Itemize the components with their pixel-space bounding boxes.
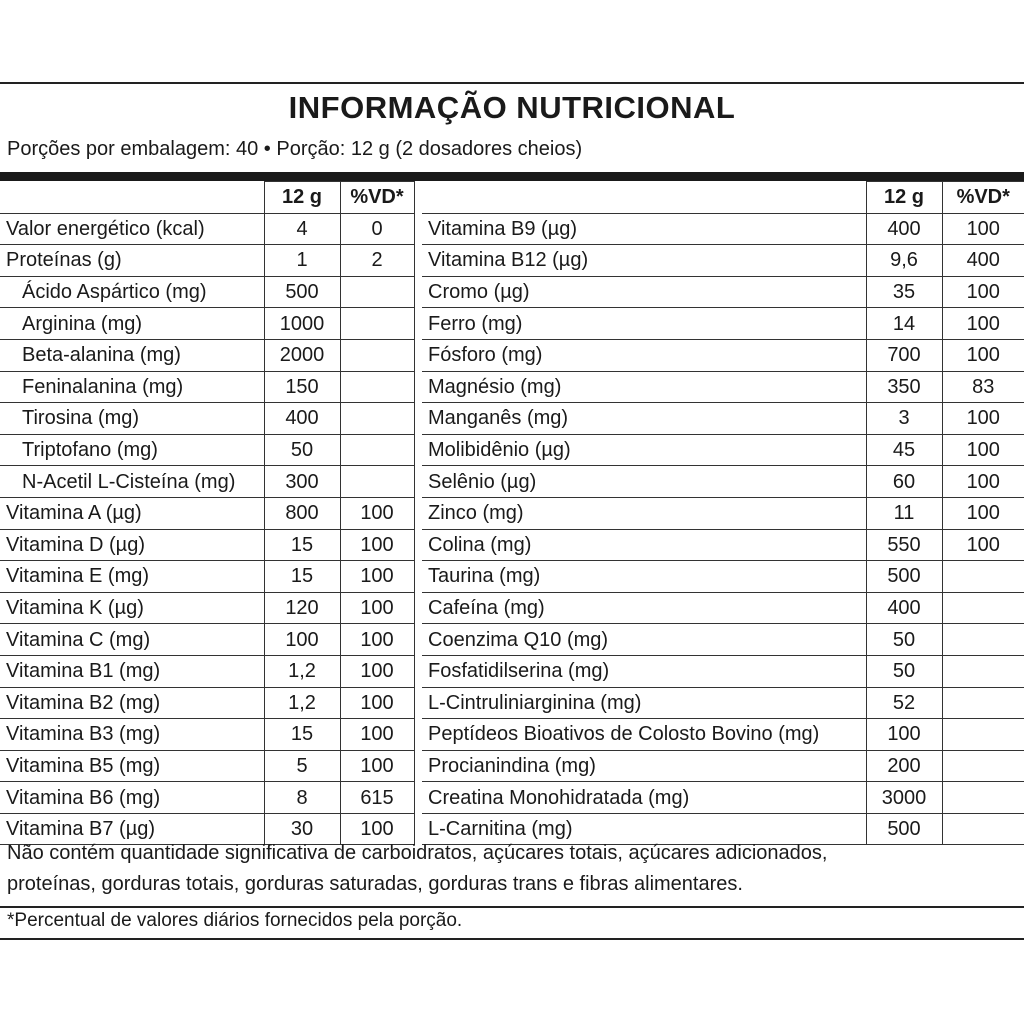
nutrient-name: Vitamina A (µg) <box>0 497 264 529</box>
nutrient-name: N-Acetil L-Cisteína (mg) <box>0 466 264 498</box>
nutrient-amount: 50 <box>866 624 942 656</box>
nutrient-amount: 500 <box>264 276 340 308</box>
nutrient-amount: 30 <box>264 813 340 845</box>
table-row <box>422 750 1024 782</box>
table-row <box>0 687 414 719</box>
nutrient-vd: 100 <box>942 529 1024 561</box>
table-row <box>0 497 414 529</box>
nutrient-amount: 15 <box>264 529 340 561</box>
table-row <box>0 308 414 340</box>
nutrient-amount: 120 <box>264 592 340 624</box>
nutrient-amount: 1000 <box>264 308 340 340</box>
nutrient-name: Vitamina B1 (mg) <box>0 655 264 687</box>
nutrient-vd <box>942 750 1024 782</box>
nutrient-vd <box>942 813 1024 845</box>
nutrient-amount: 1,2 <box>264 687 340 719</box>
nutrient-amount: 15 <box>264 561 340 593</box>
nutrient-amount: 500 <box>866 561 942 593</box>
nutrient-vd: 100 <box>340 655 414 687</box>
nutrient-name: Manganês (mg) <box>422 403 866 435</box>
table-row <box>422 687 1024 719</box>
nutrient-vd: 100 <box>942 308 1024 340</box>
nutrient-amount: 800 <box>264 497 340 529</box>
nutrient-name: Zinco (mg) <box>422 497 866 529</box>
nutrient-name: Arginina (mg) <box>0 308 264 340</box>
table-row <box>422 529 1024 561</box>
nutrient-name: Proteínas (g) <box>0 245 264 277</box>
nutrient-amount: 52 <box>866 687 942 719</box>
nutrient-name: Beta-alanina (mg) <box>0 339 264 371</box>
nutrient-name: Taurina (mg) <box>422 561 866 593</box>
nutrient-amount: 350 <box>866 371 942 403</box>
nutrient-name: Vitamina E (mg) <box>0 561 264 593</box>
nutrition-label <box>0 82 1024 940</box>
nutrient-name: Vitamina B3 (mg) <box>0 719 264 751</box>
note-line-1: Não contém quantidade significativa de carboidratos, açúcares totais, açúcares adicionados, <box>7 842 828 864</box>
nutrient-name: Vitamina B7 (µg) <box>0 813 264 845</box>
table-row <box>0 213 414 245</box>
nutrient-vd <box>942 561 1024 593</box>
nutrient-name: Colina (mg) <box>422 529 866 561</box>
nutrient-amount: 700 <box>866 339 942 371</box>
nutrient-amount: 100 <box>264 624 340 656</box>
table-row <box>0 750 414 782</box>
nutrient-name: Valor energético (kcal) <box>0 213 264 245</box>
nutrient-amount: 550 <box>866 529 942 561</box>
nutrient-vd: 100 <box>340 719 414 751</box>
nutrient-vd: 100 <box>340 497 414 529</box>
nutrient-amount: 200 <box>866 750 942 782</box>
serving-info: Porções por embalagem: 40 • Porção: 12 g (2 dosadores cheios) <box>7 138 583 160</box>
amount-header: 12 g <box>264 182 340 214</box>
table-row <box>422 624 1024 656</box>
nutrient-name: Fósforo (mg) <box>422 339 866 371</box>
table-row <box>422 497 1024 529</box>
table-row <box>422 339 1024 371</box>
nutrient-vd: 100 <box>942 497 1024 529</box>
nutrition-table-right <box>422 181 1024 845</box>
nutrient-vd: 100 <box>942 339 1024 371</box>
nutrient-vd: 100 <box>942 434 1024 466</box>
nutrient-vd <box>942 624 1024 656</box>
nutrient-amount: 8 <box>264 782 340 814</box>
nutrient-vd <box>942 592 1024 624</box>
vd-header: %VD* <box>942 182 1024 214</box>
nutrient-name: Procianindina (mg) <box>422 750 866 782</box>
nutrient-amount: 11 <box>866 497 942 529</box>
nutrient-vd: 400 <box>942 245 1024 277</box>
nutrient-name: Vitamina B2 (mg) <box>0 687 264 719</box>
nutrient-amount: 50 <box>866 655 942 687</box>
nutrient-name: L-Cintruliniarginina (mg) <box>422 687 866 719</box>
table-row <box>422 592 1024 624</box>
vd-header: %VD* <box>340 182 414 214</box>
table-row <box>422 466 1024 498</box>
nutrient-amount: 100 <box>866 719 942 751</box>
nutrient-name: Ferro (mg) <box>422 308 866 340</box>
nutrient-vd: 100 <box>340 529 414 561</box>
nutrient-amount: 2000 <box>264 339 340 371</box>
nutrient-name: Vitamina C (mg) <box>0 624 264 656</box>
table-row <box>0 655 414 687</box>
nutrient-name: Vitamina D (µg) <box>0 529 264 561</box>
nutrient-amount: 5 <box>264 750 340 782</box>
nutrient-name: Vitamina B5 (mg) <box>0 750 264 782</box>
table-row <box>422 782 1024 814</box>
nutrition-table-left <box>0 181 415 845</box>
nutrient-amount: 35 <box>866 276 942 308</box>
nutrient-name: Molibidênio (µg) <box>422 434 866 466</box>
nutrient-amount: 4 <box>264 213 340 245</box>
nutrient-name: Creatina Monohidratada (mg) <box>422 782 866 814</box>
table-row <box>0 371 414 403</box>
nutrient-name: Fosfatidilserina (mg) <box>422 655 866 687</box>
nutrient-amount: 3 <box>866 403 942 435</box>
nutrient-vd <box>942 655 1024 687</box>
nutrient-name: Magnésio (mg) <box>422 371 866 403</box>
table-row <box>0 782 414 814</box>
nutrient-amount: 500 <box>866 813 942 845</box>
nutrient-amount: 14 <box>866 308 942 340</box>
nutrient-vd: 2 <box>340 245 414 277</box>
table-row <box>0 403 414 435</box>
nutrient-vd <box>340 403 414 435</box>
table-row <box>0 466 414 498</box>
table-row <box>0 561 414 593</box>
nutrient-amount: 1 <box>264 245 340 277</box>
table-row <box>422 403 1024 435</box>
nutrient-vd: 615 <box>340 782 414 814</box>
nutrient-vd <box>340 308 414 340</box>
table-row <box>422 276 1024 308</box>
nutrient-vd: 100 <box>340 561 414 593</box>
table-row <box>422 434 1024 466</box>
note-text <box>7 838 827 900</box>
nutrient-vd <box>340 339 414 371</box>
nutrient-vd: 83 <box>942 371 1024 403</box>
nutrient-vd: 100 <box>942 466 1024 498</box>
nutrient-vd <box>340 434 414 466</box>
nutrient-vd <box>340 276 414 308</box>
nutrient-vd: 100 <box>340 687 414 719</box>
table-row <box>0 339 414 371</box>
nutrient-amount: 150 <box>264 371 340 403</box>
nutrient-vd: 0 <box>340 213 414 245</box>
nutrient-amount: 45 <box>866 434 942 466</box>
nutrient-amount: 400 <box>264 403 340 435</box>
footnote: *Percentual de valores diários fornecidos pela porção. <box>7 910 463 931</box>
nutrient-amount: 50 <box>264 434 340 466</box>
nutrient-name: Tirosina (mg) <box>0 403 264 435</box>
nutrient-vd <box>942 782 1024 814</box>
nutrient-vd: 100 <box>340 624 414 656</box>
nutrient-amount: 15 <box>264 719 340 751</box>
nutrient-name: Vitamina B12 (µg) <box>422 245 866 277</box>
table-row <box>422 655 1024 687</box>
table-row <box>0 245 414 277</box>
amount-header: 12 g <box>866 182 942 214</box>
table-row <box>0 624 414 656</box>
nutrient-vd: 100 <box>340 750 414 782</box>
nutrient-amount: 300 <box>264 466 340 498</box>
note-line-2: proteínas, gorduras totais, gorduras saturadas, gorduras trans e fibras alimentares. <box>7 873 743 895</box>
nutrient-name: Feninalanina (mg) <box>0 371 264 403</box>
table-row <box>0 434 414 466</box>
nutrient-vd: 100 <box>942 276 1024 308</box>
nutrient-vd <box>340 371 414 403</box>
nutrient-amount: 3000 <box>866 782 942 814</box>
table-row <box>422 561 1024 593</box>
nutrient-name: Vitamina B6 (mg) <box>0 782 264 814</box>
nutrient-amount: 400 <box>866 213 942 245</box>
table-row <box>422 719 1024 751</box>
nutrient-vd: 100 <box>942 403 1024 435</box>
footnote-divider <box>0 906 1024 908</box>
nutrient-name: Selênio (µg) <box>422 466 866 498</box>
nutrient-name: Cromo (µg) <box>422 276 866 308</box>
table-row <box>0 276 414 308</box>
nutrient-vd: 100 <box>942 213 1024 245</box>
nutrient-vd <box>942 687 1024 719</box>
table-row <box>422 245 1024 277</box>
nutrient-amount: 9,6 <box>866 245 942 277</box>
nutrient-name: Ácido Aspártico (mg) <box>0 276 264 308</box>
nutrient-amount: 60 <box>866 466 942 498</box>
label-title: INFORMAÇÃO NUTRICIONAL <box>288 90 736 125</box>
nutrient-amount: 400 <box>866 592 942 624</box>
nutrient-vd: 100 <box>340 813 414 845</box>
nutrient-vd <box>340 466 414 498</box>
nutrient-name: Cafeína (mg) <box>422 592 866 624</box>
table-row <box>0 719 414 751</box>
nutrient-name: Triptofano (mg) <box>0 434 264 466</box>
table-row <box>422 308 1024 340</box>
thick-divider <box>0 172 1024 181</box>
nutrient-vd <box>942 719 1024 751</box>
nutrient-name: Peptídeos Bioativos de Colosto Bovino (mg) <box>422 719 866 751</box>
nutrient-name: L-Carnitina (mg) <box>422 813 866 845</box>
table-row <box>0 592 414 624</box>
table-row <box>422 371 1024 403</box>
nutrient-name: Coenzima Q10 (mg) <box>422 624 866 656</box>
nutrient-name: Vitamina K (µg) <box>0 592 264 624</box>
table-row <box>422 213 1024 245</box>
nutrient-name: Vitamina B9 (µg) <box>422 213 866 245</box>
nutrient-amount: 1,2 <box>264 655 340 687</box>
nutrient-vd: 100 <box>340 592 414 624</box>
table-row <box>0 529 414 561</box>
